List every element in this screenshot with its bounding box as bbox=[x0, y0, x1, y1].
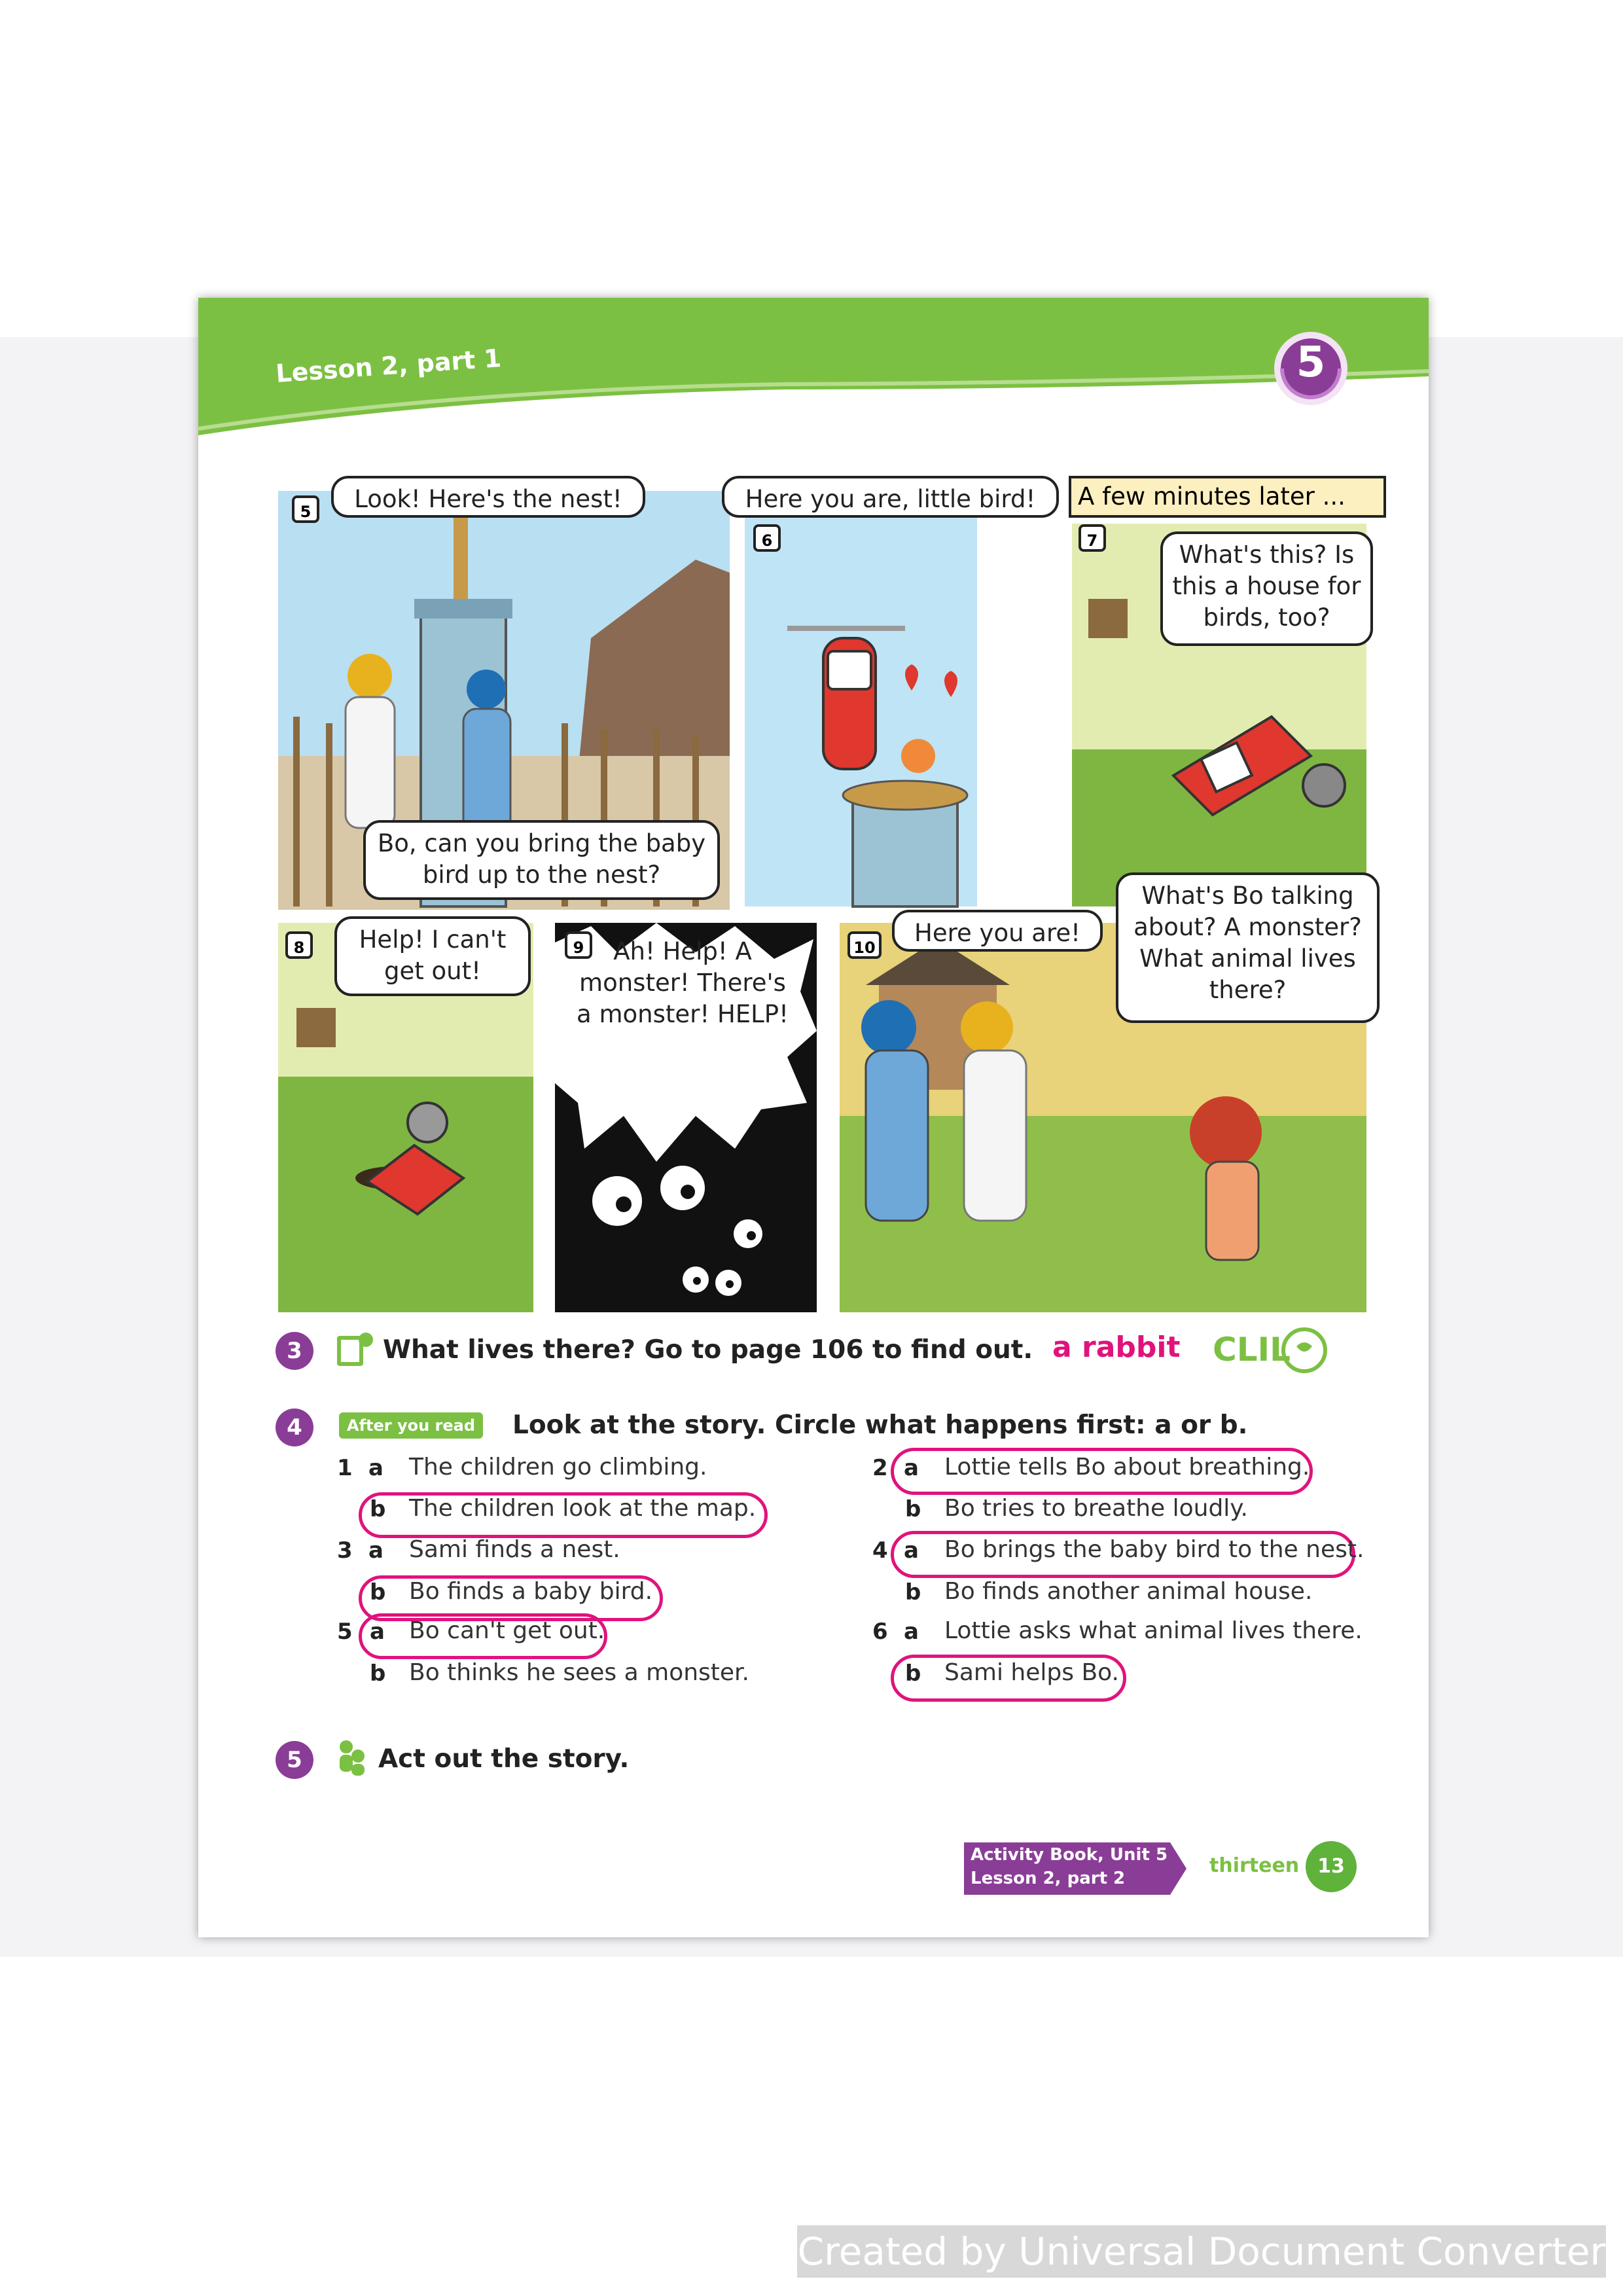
textbook-page bbox=[198, 298, 1429, 1937]
option-letter-b: b bbox=[370, 1496, 386, 1522]
option-text[interactable]: Bo finds a baby bird. bbox=[409, 1578, 653, 1605]
option-letter-b: b bbox=[370, 1660, 386, 1687]
after-you-read-badge: After you read bbox=[339, 1412, 483, 1439]
option-text[interactable]: Bo tries to breathe loudly. bbox=[944, 1495, 1248, 1522]
activity-book-ref-line1: Activity Book, Unit 5 bbox=[971, 1845, 1168, 1865]
speech-bubble: What's this? Is this a house for birds, too? bbox=[1160, 531, 1373, 646]
option-text[interactable]: Lottie tells Bo about breathing. bbox=[944, 1454, 1310, 1480]
panel-6-illustration bbox=[745, 514, 977, 906]
activity-book-ref-line2: Lesson 2, part 2 bbox=[971, 1869, 1126, 1888]
option-letter-a: a bbox=[904, 1537, 919, 1564]
answer-text: a rabbit bbox=[1052, 1331, 1181, 1364]
panel-number-6: 6 bbox=[753, 524, 781, 552]
exercise-number-5: 5 bbox=[276, 1741, 313, 1779]
option-text[interactable]: Sami finds a nest. bbox=[409, 1536, 620, 1563]
option-text[interactable]: Bo finds another animal house. bbox=[944, 1578, 1313, 1605]
group-icon bbox=[336, 1738, 368, 1777]
page-number: 13 bbox=[1306, 1841, 1357, 1892]
book-icon bbox=[334, 1331, 374, 1369]
exercise-number-4: 4 bbox=[276, 1408, 313, 1446]
item-number: 4 bbox=[872, 1537, 888, 1564]
narration-caption: A few minutes later ... bbox=[1069, 476, 1386, 518]
option-letter-a: a bbox=[368, 1455, 383, 1481]
option-letter-b: b bbox=[905, 1496, 921, 1522]
option-letter-b: b bbox=[905, 1579, 921, 1605]
exclamation-text: Ah! Help! A monster! There's a monster! HELP! bbox=[577, 937, 789, 1029]
speech-bubble: What's Bo talking about? A monster? What animal lives there? bbox=[1116, 872, 1380, 1023]
speech-bubble: Bo, can you bring the baby bird up to the nest? bbox=[363, 820, 720, 900]
item-number: 2 bbox=[872, 1455, 888, 1481]
option-text[interactable]: Bo can't get out. bbox=[409, 1617, 605, 1644]
option-text[interactable]: Bo brings the baby bird to the nest. bbox=[944, 1536, 1364, 1563]
item-number: 3 bbox=[337, 1537, 353, 1564]
panel-number-5: 5 bbox=[292, 495, 319, 523]
clil-label: CLIL bbox=[1213, 1331, 1291, 1369]
lesson-title: Lesson 2, part 1 bbox=[274, 344, 503, 388]
converter-watermark: Created by Universal Document Converter bbox=[797, 2225, 1606, 2278]
option-letter-a: a bbox=[368, 1537, 383, 1564]
speech-bubble: Help! I can't get out! bbox=[334, 916, 531, 996]
option-letter-a: a bbox=[904, 1619, 919, 1645]
item-number: 6 bbox=[872, 1619, 888, 1645]
speech-bubble: Look! Here's the nest! bbox=[331, 476, 645, 518]
item-number: 1 bbox=[337, 1455, 353, 1481]
option-letter-a: a bbox=[370, 1619, 385, 1645]
panel-number-9: 9 bbox=[565, 931, 592, 959]
speech-bubble: Here you are! bbox=[892, 910, 1103, 952]
unit-number: 5 bbox=[1296, 338, 1326, 387]
exercise-4-instruction: Look at the story. Circle what happens first: a or b. bbox=[512, 1410, 1248, 1440]
panel-number-10: 10 bbox=[847, 931, 882, 959]
option-text[interactable]: Bo thinks he sees a monster. bbox=[409, 1659, 749, 1686]
exercise-number-3: 3 bbox=[276, 1332, 313, 1370]
option-text[interactable]: The children go climbing. bbox=[409, 1454, 707, 1480]
panel-number-8: 8 bbox=[285, 931, 313, 959]
option-letter-b: b bbox=[370, 1579, 386, 1605]
item-number: 5 bbox=[337, 1619, 353, 1645]
option-text[interactable]: The children look at the map. bbox=[409, 1495, 757, 1522]
comic-strip bbox=[198, 298, 1429, 1319]
clil-icon bbox=[1278, 1324, 1330, 1376]
option-text[interactable]: Lottie asks what animal lives there. bbox=[944, 1617, 1363, 1644]
speech-bubble: Here you are, little bird! bbox=[722, 476, 1059, 518]
option-letter-a: a bbox=[904, 1455, 919, 1481]
page-number-word: thirteen bbox=[1209, 1854, 1300, 1877]
option-text[interactable]: Sami helps Bo. bbox=[944, 1659, 1119, 1686]
option-letter-b: b bbox=[905, 1660, 921, 1687]
exercise-3-instruction: What lives there? Go to page 106 to find out. bbox=[383, 1335, 1033, 1365]
exercise-5-instruction: Act out the story. bbox=[378, 1744, 630, 1774]
panel-number-7: 7 bbox=[1079, 524, 1106, 552]
